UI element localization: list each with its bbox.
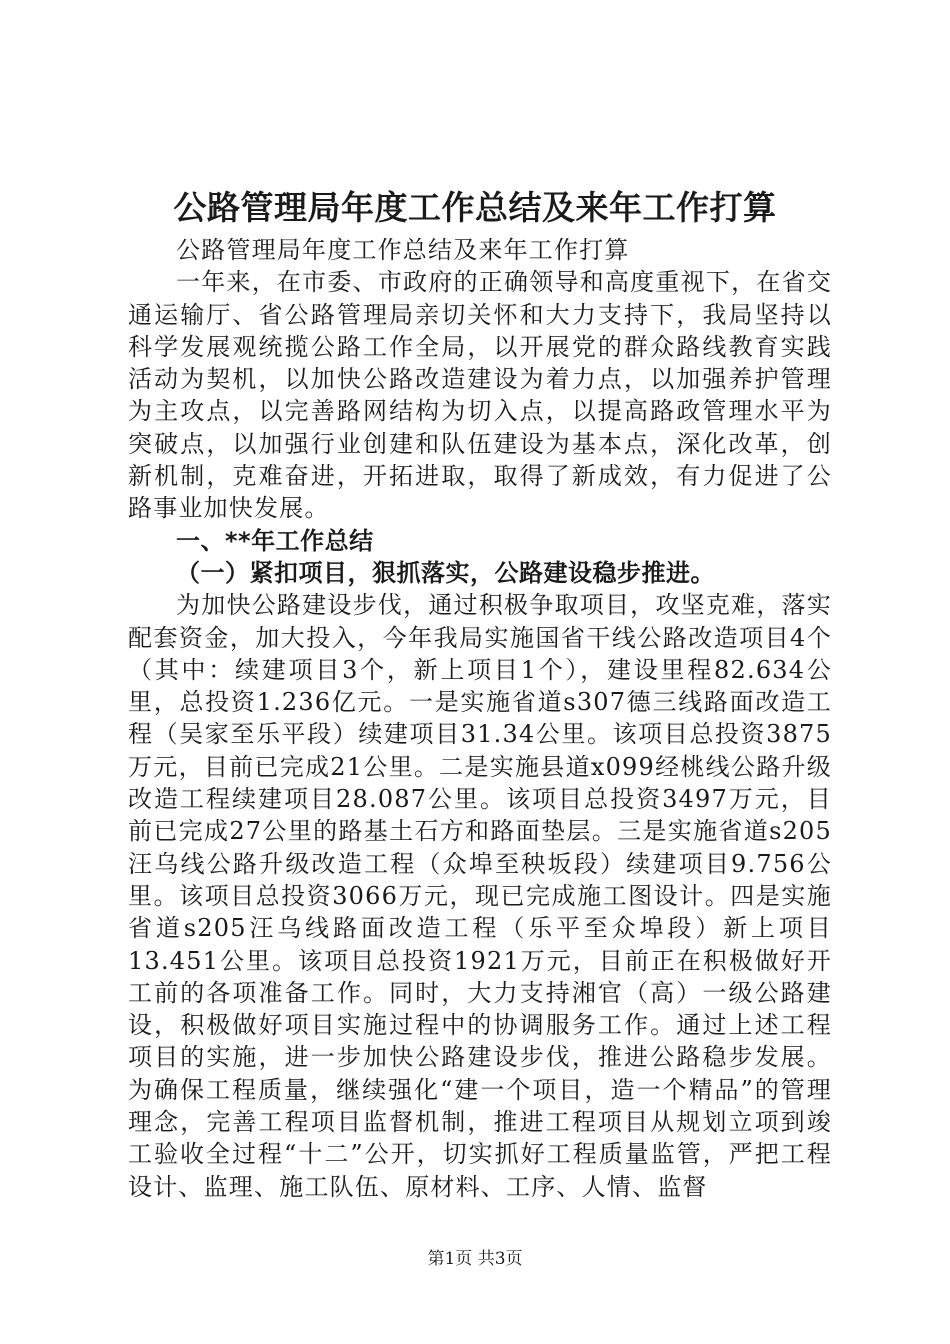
document-body xyxy=(128,234,832,1203)
paragraph-body: 为加快公路建设步伐，通过积极争取项目，攻坚克难，落实配套资金，加大投入，今年我局实施国省干线公路改造项目4个（其中：续建项目3个，新上项目1个），建设里程82.634公里，总投资1.236亿元。一是实施省道s307德三线路面改造工程（吴家至乐平段）续建项目31.34公里。该项目总投资3875万元，目前已完成21公里。二是实施县道x099经桃线公路升级改造工程续建项目28.087公里。该项目总投资3497万元，目前已完成27公里的路基土石方和路面垫层。三是实施省道s205汪乌线公路升级改造工程（众埠至秧坂段）续建项目9.756公里。该项目总投资3066万元，现已完成施工图设计。四是实施省道s205汪乌线路面改造工程（乐平至众埠段）新上项目13.451公里。该项目总投资1921万元，目前正在积极做好开工前的各项准备工作。同时，大力支持湘官（高）一级公路建设，积极做好项目实施过程中的协调服务工作。通过上述工程项目的实施，进一步加快公路建设步伐，推进公路稳步发展。为确保工程质量，继续强化“建一个项目，造一个精品”的管理理念，完善工程项目监督机制，推进工程项目从规划立项到竣工验收全过程“十二”公开，切实抓好工程质量监管，严把工程设计、监理、施工队伍、原材料、工序、人情、监督 xyxy=(128,591,832,1201)
paragraph-intro: 一年来，在市委、市政府的正确领导和高度重视下，在省交通运输厅、省公路管理局亲切关怀和大力支持下，我局坚持以科学发展观统揽公路工作全局，以开展党的群众路线教育实践活动为契机，以加快公路改造建设为着力点，以加强养护管理为主攻点，以完善路网结构为切入点，以提高路政管理水平为突破点，以加强行业创建和队伍建设为基本点，深化改革，创新机制，克难奋进，开拓进取，取得了新成效，有力促进了公路事业加快发展。 xyxy=(128,268,832,523)
subsection-heading: （一）紧扣项目，狠抓落实，公路建设稳步推进。 xyxy=(176,558,715,587)
section-heading: 一、**年工作总结 xyxy=(176,526,374,555)
page-number: 第1页 共3页 xyxy=(427,1249,523,1269)
document-title: 公路管理局年度工作总结及来年工作打算 xyxy=(173,188,777,227)
paragraph-subtitle: 公路管理局年度工作总结及来年工作打算 xyxy=(176,236,630,264)
